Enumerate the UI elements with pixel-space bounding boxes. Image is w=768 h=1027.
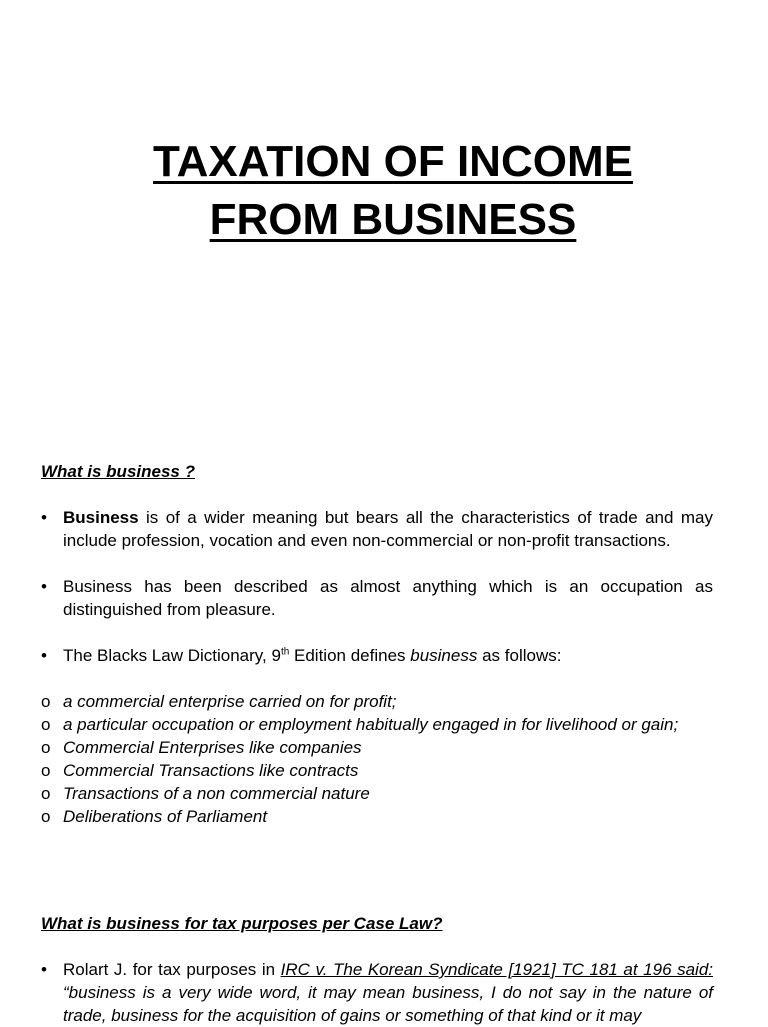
bullet-text: is of a wider meaning but bears all the characteristics of trade and may include profession, vocation and even non-commercial or non-profit transactions. xyxy=(63,508,713,550)
bullet-text-post: as follows: xyxy=(477,646,562,665)
definition-item: o Transactions of a non commercial nature xyxy=(41,784,370,803)
bullet-italic-term: business xyxy=(410,646,478,665)
bullet-case-law xyxy=(41,958,713,1027)
section-heading-case-law: What is business for tax purposes per Case Law? xyxy=(41,914,443,933)
bullet-icon: • xyxy=(41,646,47,665)
circle-bullet-icon: o xyxy=(41,784,51,803)
title-line-2: FROM BUSINESS xyxy=(209,195,577,244)
bullet-icon: • xyxy=(41,577,47,596)
circle-bullet-icon: o xyxy=(41,738,51,757)
circle-bullet-icon: o xyxy=(41,761,51,780)
bullet-occupation xyxy=(41,575,713,621)
definition-item: o a commercial enterprise carried on for profit; xyxy=(41,692,397,711)
bullet-text-mid: Edition defines xyxy=(289,646,411,665)
definition-item: o a particular occupation or employment habitually engaged in for livelihood or gain; xyxy=(41,715,679,734)
circle-bullet-icon: o xyxy=(41,807,51,826)
circle-bullet-icon: o xyxy=(41,715,51,734)
case-citation: IRC v. The Korean Syndicate [1921] TC 181 at 196 said: xyxy=(280,960,713,979)
edition-superscript: th xyxy=(280,646,290,658)
bullet-text-pre: Rolart J. for tax purposes in xyxy=(63,960,281,979)
definition-item: o Deliberations of Parliament xyxy=(41,807,268,826)
section-heading-what-is-business: What is business ? xyxy=(41,462,195,481)
document-title xyxy=(0,133,768,249)
bullet-text: Business has been described as almost anything which is an occupation as distinguished from pleasure. xyxy=(63,577,713,619)
definition-list xyxy=(41,690,713,828)
circle-bullet-icon: o xyxy=(41,692,51,711)
bullet-bold-term: Business xyxy=(63,508,139,527)
document-body xyxy=(41,460,713,1027)
definition-item: o Commercial Enterprises like companies xyxy=(41,738,362,757)
definition-item: o Commercial Transactions like contracts xyxy=(41,761,359,780)
bullet-text-pre: The Blacks Law Dictionary, 9 xyxy=(63,646,281,665)
bullet-blacks-law xyxy=(41,644,713,667)
title-line-1: TAXATION OF INCOME xyxy=(153,137,633,186)
bullet-icon: • xyxy=(41,508,47,527)
bullet-icon: • xyxy=(41,960,47,979)
bullet-business-definition xyxy=(41,506,713,552)
case-quote: “business is a very wide word, it may mean business, I do not say in the nature of trade, business for the acquisition of gains or something of that kind or it may xyxy=(63,983,713,1025)
